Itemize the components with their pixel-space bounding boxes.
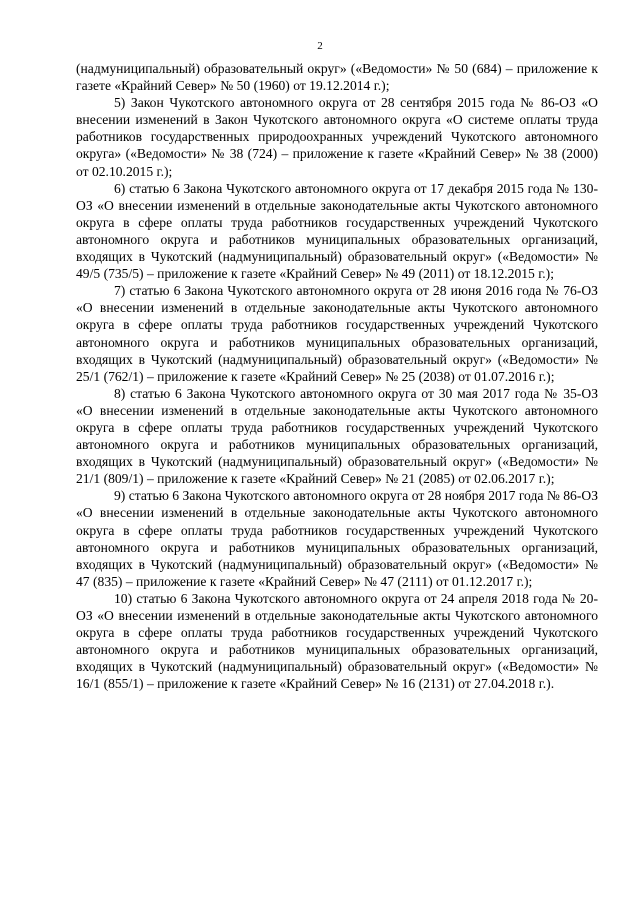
list-item-7: 7) статью 6 Закона Чукотского автономного округа от 28 июня 2016 года № 76-ОЗ «О внесении изменений в отдельные законодательные акты Чукотского автономного округа в сфере оплаты труда работников государственных учреждений Чукотского автономного округа и работников муниципальных образовательных организаций, входящих в Чукотский (надмуниципальный) образовательный округ» («Ведомости» № 25/1 (762/1) – приложение к газете «Крайний Север» № 25 (2038) от 01.07.2016 г.); — [76, 283, 598, 384]
list-item-6: 6) статью 6 Закона Чукотского автономного округа от 17 декабря 2015 года № 130-ОЗ «О внесении изменений в отдельные законодательные акты Чукотского автономного округа в сфере оплаты труда работников государственных учреждений Чукотского автономного округа и работников муниципальных образовательных организаций, входящих в Чукотский (надмуниципальный) образовательный округ» («Ведомости» № 49/5 (735/5) – приложение к газете «Крайний Север» № 49 (2011) от 18.12.2015 г.); — [76, 180, 598, 282]
document-body — [76, 60, 598, 692]
list-item-10: 10) статью 6 Закона Чукотского автономного округа от 24 апреля 2018 года № 20-ОЗ «О внесении изменений в отдельные законодательные акты Чукотского автономного округа в сфере оплаты труда работников государственных учреждений Чукотского автономного округа и работников муниципальных образовательных организаций, входящих в Чукотский (надмуниципальный) образовательный округ» («Ведомости» № 16/1 (855/1) – приложение к газете «Крайний Север» № 16 (2131) от 27.04.2018 г.). — [76, 590, 598, 692]
paragraph-continuation: (надмуниципальный) образовательный округ» («Ведомости» № 50 (684) – приложение к газете «Крайний Север» № 50 (1960) от 19.12.2014 г.); — [76, 61, 598, 94]
page-number: 2 — [317, 40, 323, 52]
list-item-5: 5) Закон Чукотского автономного округа от 28 сентября 2015 года № 86-ОЗ «О внесении изменений в Закон Чукотского автономного округа «О системе оплаты труда работников государственных природоохранных учреждений Чукотского автономного округа» («Ведомости» № 38 (724) – приложение к газете «Крайний Север» № 38 (2000) от 02.10.2015 г.); — [76, 95, 598, 179]
list-item-9: 9) статью 6 Закона Чукотского автономного округа от 28 ноября 2017 года № 86-ОЗ «О внесении изменений в отдельные законодательные акты Чукотского автономного округа в сфере оплаты труда работников государственных учреждений Чукотского автономного округа и работников муниципальных образовательных организаций, входящих в Чукотский (надмуниципальный) образовательный округ» («Ведомости» № 47 (835) – приложение к газете «Крайний Север» № 47 (2111) от 01.12.2017 г.); — [76, 488, 598, 589]
list-item-8: 8) статью 6 Закона Чукотского автономного округа от 30 мая 2017 года № 35-ОЗ «О внесении изменений в отдельные законодательные акты Чукотского автономного округа в сфере оплаты труда работников государственных учреждений Чукотского автономного округа и работников муниципальных образовательных организаций, входящих в Чукотский (надмуниципальный) образовательный округ» («Ведомости» № 21/1 (809/1) – приложение к газете «Крайний Север» № 21 (2085) от 02.06.2017 г.); — [76, 385, 598, 487]
